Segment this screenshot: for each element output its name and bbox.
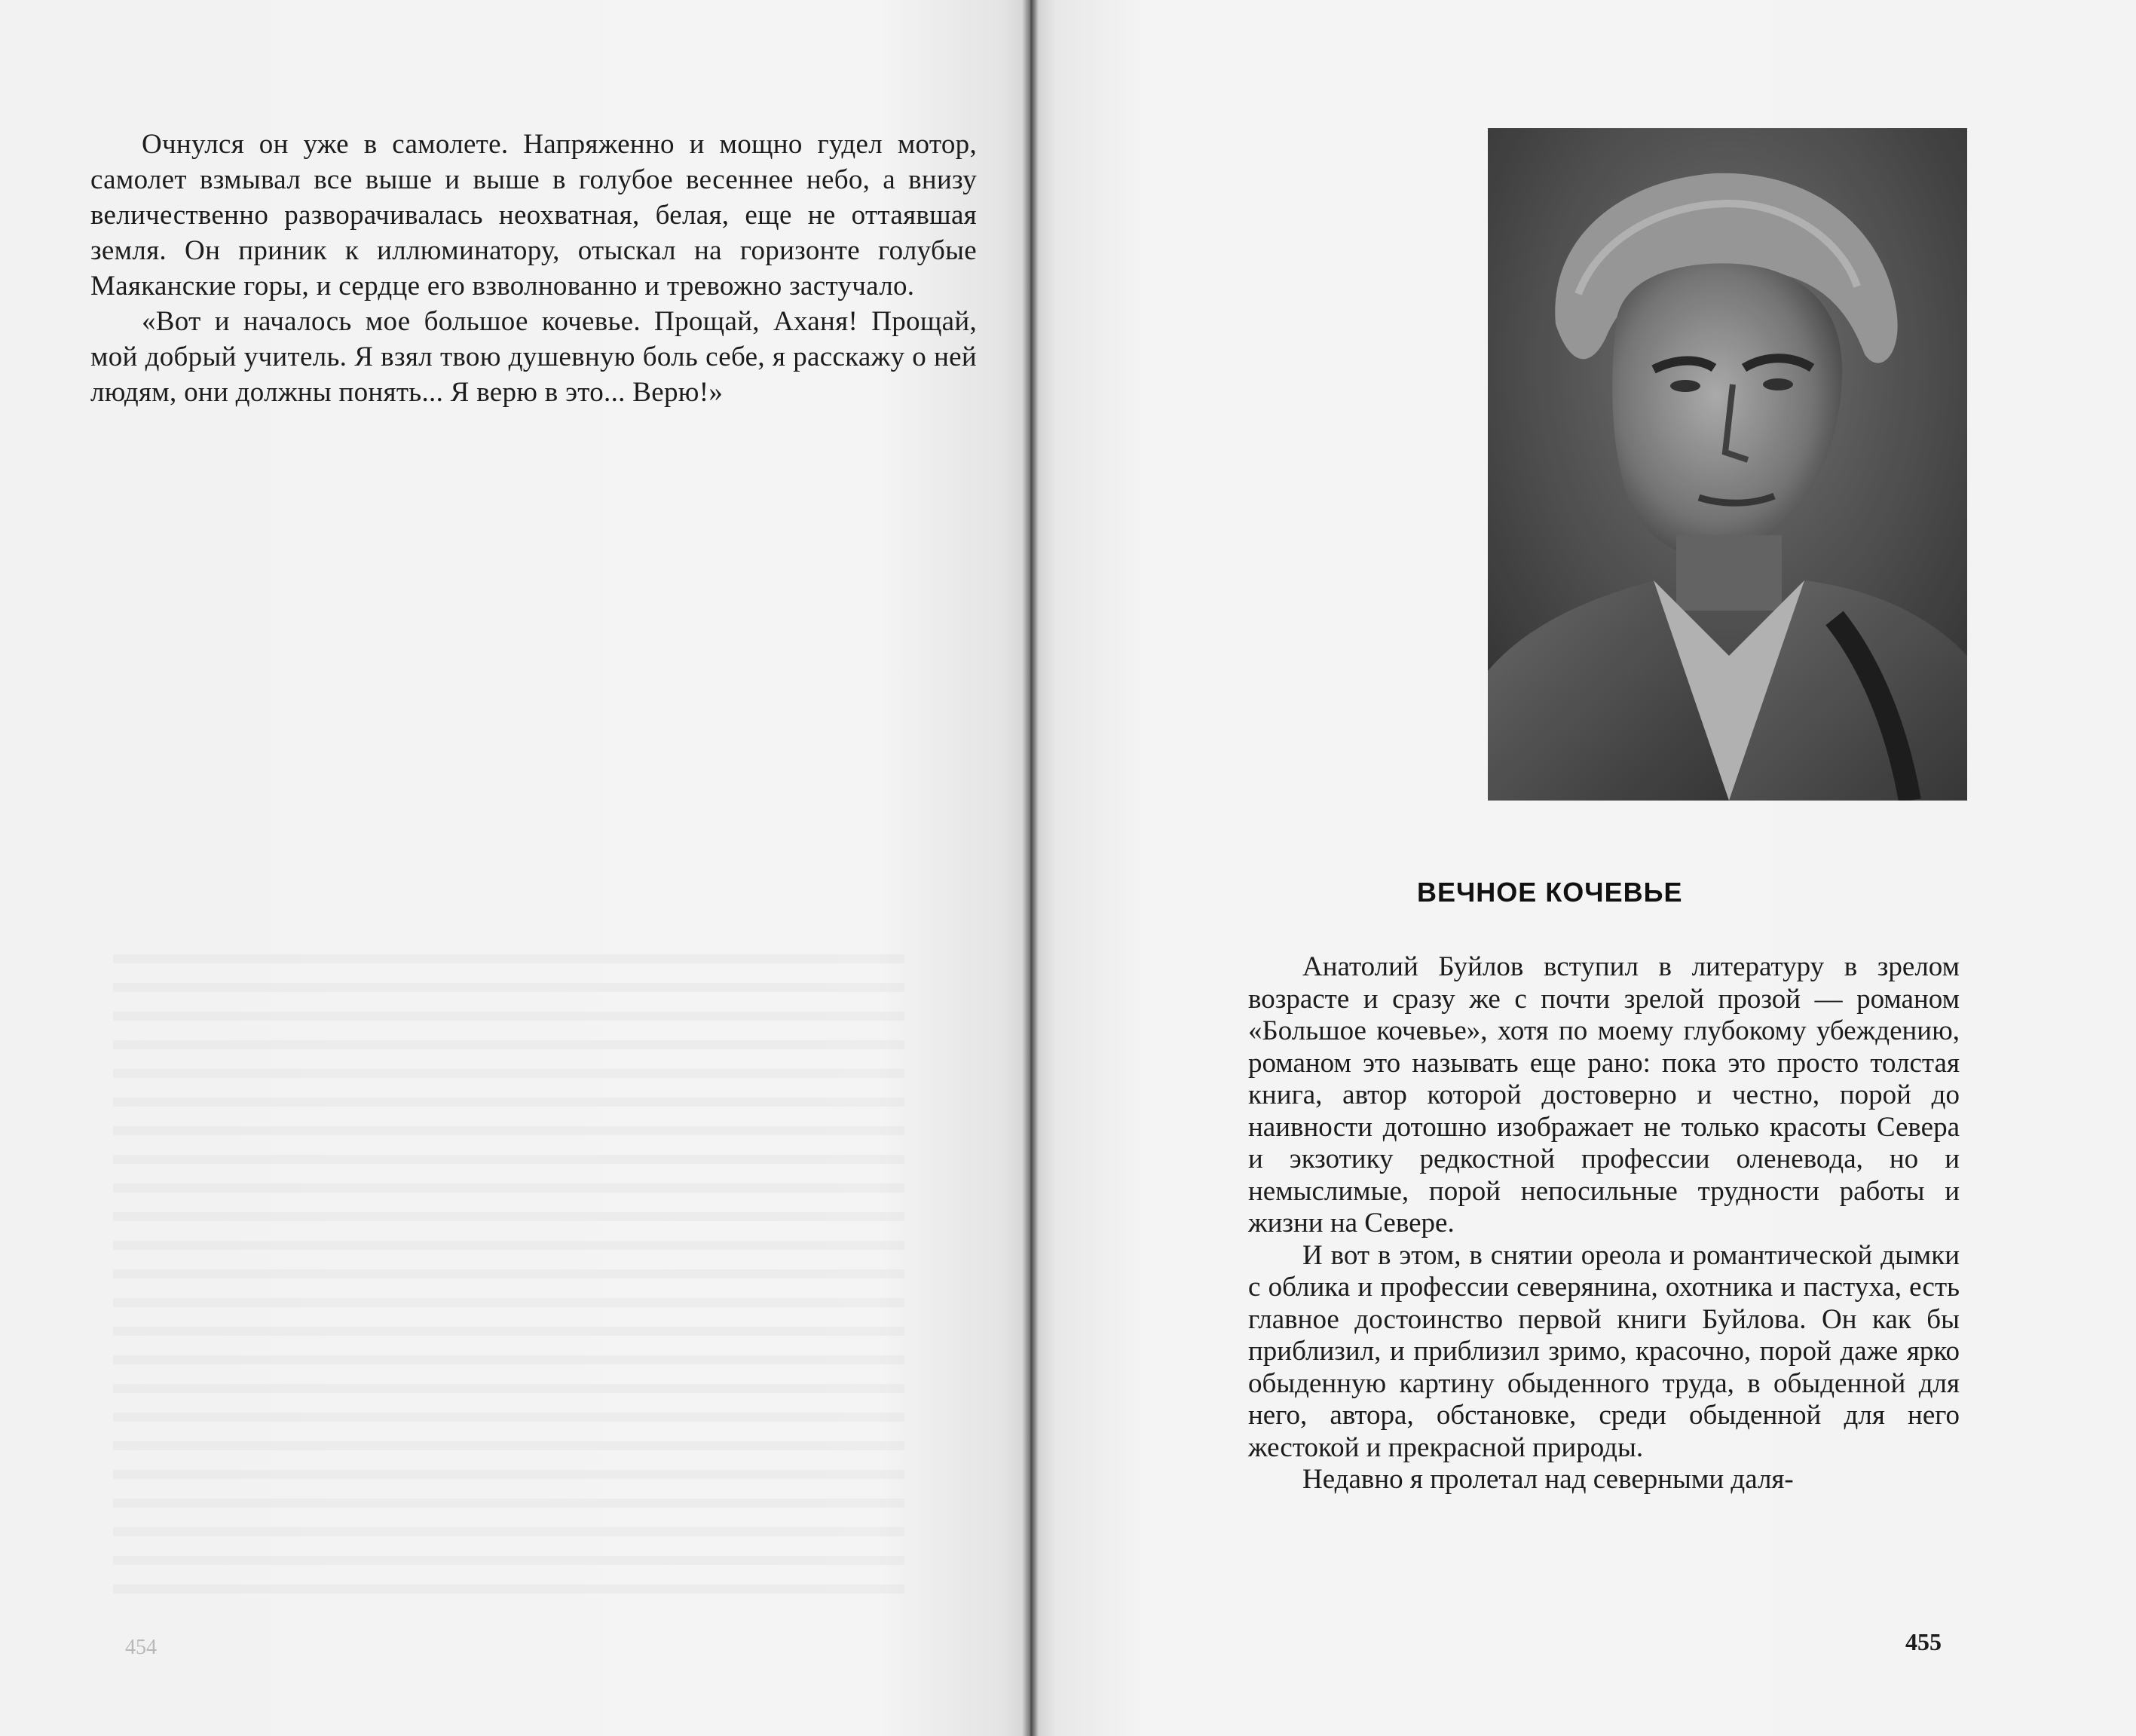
right-paragraph-3: Недавно я пролетал над северными даля- [1302, 1464, 1794, 1495]
show-through-texture [113, 935, 904, 1598]
right-page-text [1248, 951, 1960, 1496]
book-gutter [1022, 0, 1039, 1736]
right-paragraph-1: Анатолий Буйлов вступил в литературу в зрелом возрасте и сразу же с почти зрелой прозой — романом «Большое кочевье», хотя по моему глубокому убеждению, романом это называть еще рано: пока это просто толстая книга, автор которой достоверно и честно, порой до наивности дотошно изображает не только красоты Севера и экзотику редкостной профессии оленевода, но и немыслимые, порой непосильные трудности работы и жизни на Севере. [1248, 951, 1960, 1238]
left-paragraph-1: Очнулся он уже в самолете. Напряженно и мощно гудел мотор, самолет взмывал все выше и выше в голубое весеннее небо, а внизу величественно разворачивалась неохватная, белая, еще не оттаявшая земля. Он приник к иллюминатору, отыскал на горизонте голубые Маяканские горы, и сердце его взволнованно и тревожно застучало. [90, 129, 977, 302]
left-page-number: 454 [125, 1636, 157, 1659]
right-page-number: 455 [1905, 1628, 1942, 1655]
left-paragraph-2: «Вот и началось мое большое кочевье. Прощай, Аханя! Прощай, мой добрый учитель. Я взял твою душевную боль себе, я расскажу о ней людям, они должны понять... Я верю в это... Верю!» [90, 306, 977, 408]
portrait-illustration [1488, 128, 1967, 801]
essay-title: ВЕЧНОЕ КОЧЕВЬЕ [1417, 877, 1683, 908]
left-page-text [90, 127, 977, 410]
left-page [0, 0, 1034, 1736]
author-portrait-photo [1488, 128, 1967, 801]
right-paragraph-2: И вот в этом, в снятии ореола и романтической дымки с облика и профессии северянина, охотника и пастуха, есть главное достоинство первой книги Буйлова. Он как бы приблизил, и приблизил зримо, красочно, порой даже ярко обыденную картину обыденного труда, в обыденной для него, автора, обстановке, среди обыденной для него жестокой и прекрасной природы. [1248, 1239, 1960, 1463]
